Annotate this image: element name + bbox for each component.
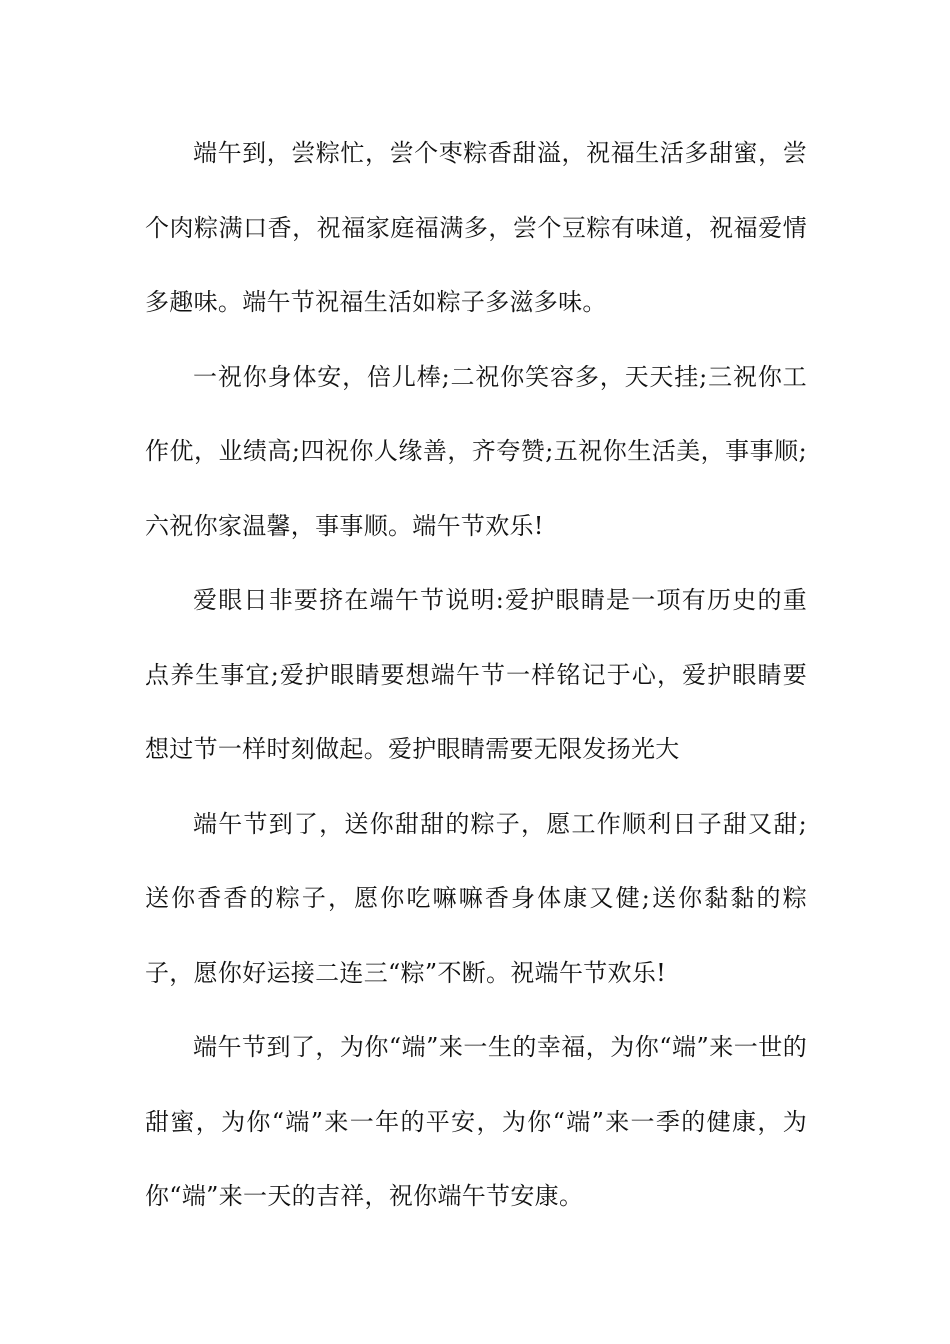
paragraph-5: 端午节到了，为你“端”来一生的幸福，为你“端”来一世的甜蜜，为你“端”来一年的平安，为你“端”来一季的健康，为你“端”来一天的吉祥，祝你端午节安康。 bbox=[145, 1033, 807, 1210]
paragraph-3: 爱眼日非要挤在端午节说明:爱护眼睛是一项有历史的重点养生事宜;爱护眼睛要想端午节一样铭记于心，爱护眼睛要想过节一样时刻做起。爱护眼睛需要无限发扬光大 bbox=[145, 586, 807, 763]
paragraph-1: 端午到，尝粽忙，尝个枣粽香甜溢，祝福生活多甜蜜，尝个肉粽满口香，祝福家庭福满多，尝个豆粽有味道，祝福爱情多趣味。端午节祝福生活如粽子多滋多味。 bbox=[145, 139, 807, 316]
document-body bbox=[145, 116, 807, 1234]
paragraph-4: 端午节到了，送你甜甜的粽子，愿工作顺利日子甜又甜;送你香香的粽子，愿你吃嘛嘛香身体康又健;送你黏黏的粽子，愿你好运接二连三“粽”不断。祝端午节欢乐! bbox=[145, 809, 807, 987]
paragraph-2: 一祝你身体安，倍儿棒;二祝你笑容多，天天挂;三祝你工作优，业绩高;四祝你人缘善，齐夸赞;五祝你生活美，事事顺;六祝你家温馨，事事顺。端午节欢乐! bbox=[145, 362, 807, 540]
